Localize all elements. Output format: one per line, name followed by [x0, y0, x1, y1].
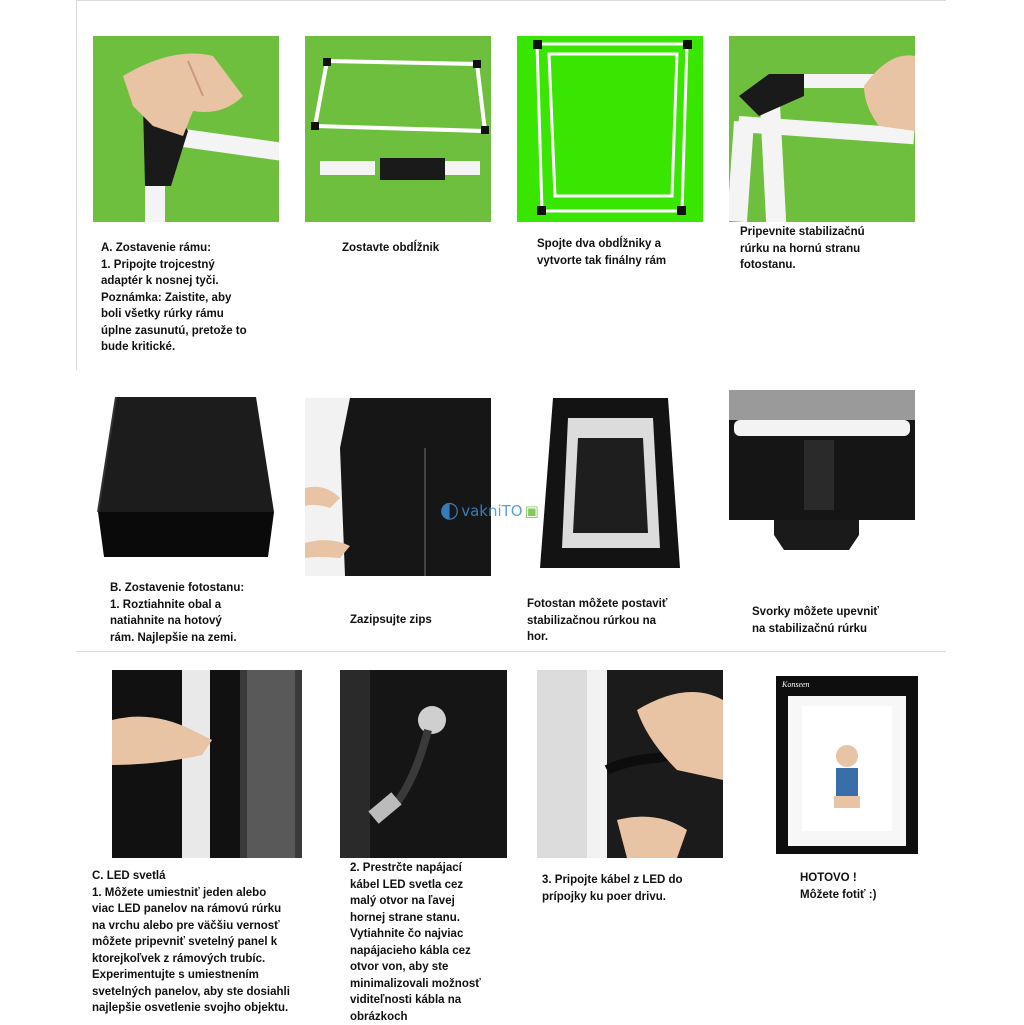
caption-c1: C. LED svetlá 1. Môžete umiestniť jeden alebo viac LED panelov na rámovú rúrku na vrchu alebo pre väčšiu vernosť môžete pripevniť svetelný panel k ktorejkoľvek z rámových trubíc. Experimentujte s umiestnením svetelných panelov, aby ste dosiahli najlepšie osvetlenie svojho objektu. [92, 870, 290, 1014]
shopping-bag-icon: ▣ [524, 501, 539, 520]
caption-a1: A. Zostavenie rámu: 1. Pripojte trojcestný adaptér k nosnej tyči. Poznámka: Zaistite, aby boli všetky rúrky rámu úplne zasunutú, pretože to bude kritické. [101, 242, 247, 353]
caption-b2: Zazipsujte zips [350, 614, 432, 626]
photo-hand-adapter [93, 36, 279, 222]
row-divider [76, 651, 946, 652]
watermark-logo-icon: ◐ [440, 498, 460, 523]
caption-c3: 3. Pripojte kábel z LED do prípojky ku poer drivu. [542, 874, 683, 903]
photo-finished-tent [776, 676, 918, 854]
photo-connect-cable [537, 670, 723, 858]
product-brand-logo: Konseen [782, 680, 810, 689]
photo-stabilizer-tube [729, 36, 915, 222]
photo-clamps [729, 390, 915, 574]
caption-b1: B. Zostavenie fotostanu: 1. Roztiahnite obal a natiahnite na hotový rám. Najlepšie na zemi. [110, 582, 245, 644]
photo-tent-cover [96, 392, 276, 562]
frame-top-line [76, 0, 946, 1]
caption-c4: HOTOVO ! Môžete fotiť :) [800, 872, 877, 901]
caption-b3: Fotostan môžete postaviť stabilizačnou rúrkou na hor. [527, 598, 668, 643]
caption-b4: Svorky môžete upevniť na stabilizačnú rúrku [752, 606, 879, 635]
photo-zip-tent [305, 398, 491, 576]
caption-a3: Spojte dva obdĺžniky a vytvorte tak finálny rám [537, 238, 667, 267]
photo-power-cable [340, 670, 507, 858]
photo-final-frame [517, 36, 703, 222]
caption-a2: Zostavte obdĺžnik [342, 242, 440, 254]
caption-a4: Pripevnite stabilizačnú rúrku na hornú stranu fotostanu. [740, 226, 865, 271]
frame-left-line [76, 0, 77, 370]
watermark [440, 498, 539, 523]
watermark-text: vakniTO [461, 501, 523, 520]
photo-led-panel [112, 670, 302, 858]
caption-c2: 2. Prestrčte napájací kábel LED svetla cez malý otvor na ľavej hornej strane stanu. Vytiahnite čo najviac napájacieho kábla cez otvor von, aby ste minimalizovali možnosť viditeľnosti kábla na obrázkoch [350, 862, 481, 1023]
photo-tent-standing [528, 398, 693, 576]
photo-rectangle-frame [305, 36, 491, 222]
